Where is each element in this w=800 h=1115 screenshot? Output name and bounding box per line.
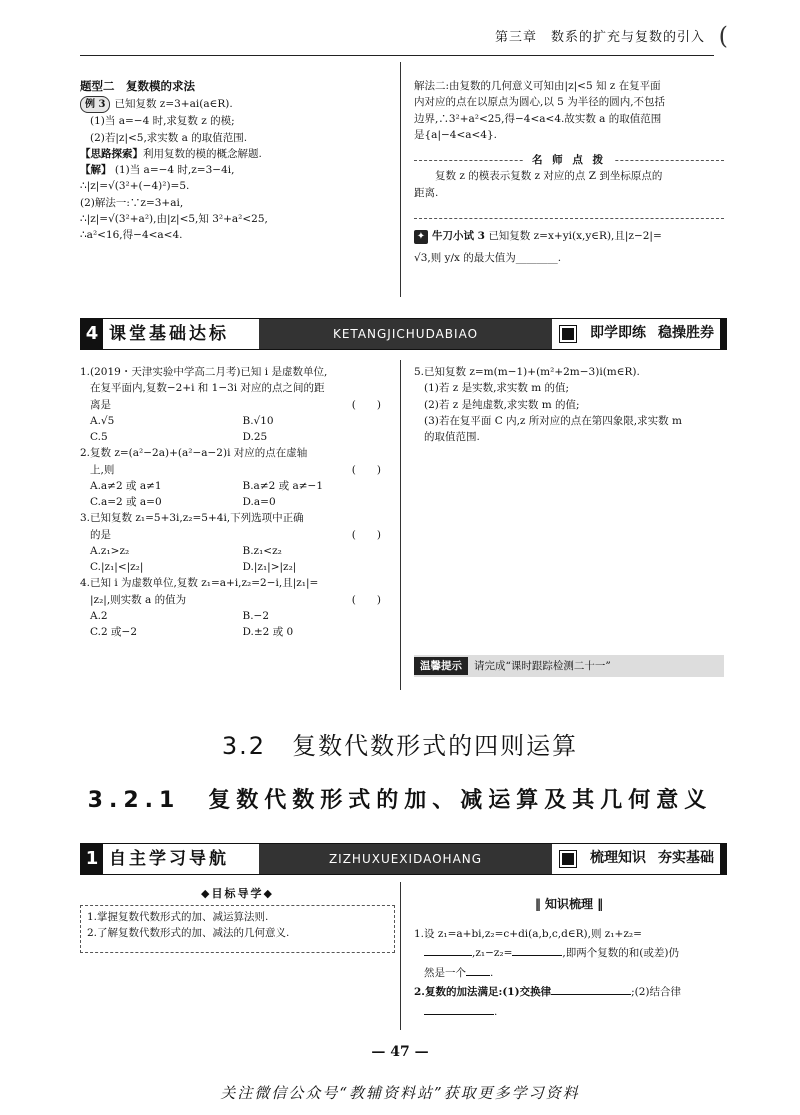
goals-heading: ◆目标导学◆ bbox=[201, 887, 274, 900]
solution-line: ∴|z|=√(3²+(−4)²)=5. bbox=[80, 180, 190, 193]
answer-paren: ( ) bbox=[351, 398, 381, 411]
solution-line: (1)当 a=−4 时,z=3−4i, bbox=[114, 164, 235, 177]
option: C.a=2 或 a=0 bbox=[90, 496, 162, 509]
knowledge-text: . bbox=[490, 966, 494, 979]
section-heading: 3.2 复数代数形式的四则运算 bbox=[221, 732, 579, 760]
knowledge-content bbox=[414, 925, 724, 1022]
answer-paren: ( ) bbox=[351, 463, 381, 476]
q5-line: (3)若在复平面 C 内,z 所对应的点在第四象限,求实数 m bbox=[424, 414, 682, 427]
option: B.√10 bbox=[242, 414, 274, 427]
example-q2: (2)若|z|<5,求实数 a 的取值范围. bbox=[90, 131, 248, 144]
left-top-column bbox=[80, 78, 395, 243]
tip-label: 温馨提示 bbox=[414, 657, 468, 675]
banner-slogan: 即学即练 bbox=[590, 325, 646, 342]
banner-slogan: 梳理知识 bbox=[590, 850, 646, 867]
option: A.a≠2 或 a≠1 bbox=[90, 479, 162, 492]
q1-line: 离是 bbox=[90, 398, 111, 411]
q1-line: 1.(2019・天津实验中学高二月考)已知 i 是虚数单位, bbox=[80, 366, 328, 378]
method2-line: 是{a|−4<a<4}. bbox=[414, 128, 498, 141]
q3-line: 的是 bbox=[90, 528, 111, 541]
banner-slogan: 夯实基础 bbox=[658, 850, 714, 867]
exercises-right bbox=[414, 364, 724, 445]
banner-self-study bbox=[80, 843, 727, 875]
header-curve-ornament: ( bbox=[718, 22, 728, 50]
q3-line: 3.已知复数 z₁=5+3i,z₂=5+4i,下列选项中正确 bbox=[80, 512, 304, 525]
try-line: √3,则 y/x 的最大值为________. bbox=[414, 252, 562, 265]
q4-line: |z₂|,则实数 a 的值为 bbox=[90, 593, 187, 606]
example-tag: 例 3 bbox=[80, 96, 110, 114]
q5-line: 的取值范围. bbox=[424, 431, 480, 444]
banner-number: 4 bbox=[81, 319, 103, 349]
fill-blank bbox=[551, 994, 631, 995]
banner-end-bar bbox=[720, 319, 726, 349]
option: D.±2 或 0 bbox=[242, 626, 294, 639]
option: D.25 bbox=[242, 431, 268, 444]
solution-line: ∴|z|=√(3²+a²),由|z|<5,知 3²+a²<25, bbox=[80, 212, 268, 225]
knowledge-line bbox=[414, 925, 724, 944]
q1-line: 在复平面内,复数−2+i 和 1−3i 对应的点之间的距 bbox=[90, 382, 325, 395]
example-q1: (1)当 a=−4 时,求复数 z 的模; bbox=[90, 115, 235, 128]
answer-paren: ( ) bbox=[351, 528, 381, 541]
method2-line: 边界,∴3²+a²<25,得−4<a<4.故实数 a 的取值范围 bbox=[414, 112, 662, 125]
note-line: 距离. bbox=[414, 186, 439, 199]
section-title: 题型二 复数模的求法 bbox=[80, 79, 195, 93]
option: B.−2 bbox=[242, 609, 270, 622]
tip-text: 请完成“课时跟踪检测二十一” bbox=[474, 659, 611, 672]
q2-line: 上,则 bbox=[90, 463, 115, 476]
example-text: 已知复数 z=3+ai(a∈R). bbox=[114, 97, 233, 110]
knife-icon: ✦ bbox=[414, 230, 428, 244]
option: D.|z₁|>|z₂| bbox=[242, 561, 297, 574]
knowledge-heading: ‖ 知识梳理 ‖ bbox=[534, 897, 604, 911]
option: C.5 bbox=[90, 431, 108, 444]
banner-number: 1 bbox=[81, 844, 103, 874]
banner-end-bar bbox=[720, 844, 726, 874]
option: C.2 或−2 bbox=[90, 626, 137, 639]
try-divider bbox=[414, 218, 724, 219]
hint-label: 【思路探索】 bbox=[80, 147, 143, 160]
q5-line: (2)若 z 是纯虚数,求实数 m 的值; bbox=[424, 398, 580, 411]
goal-item: 2.了解复数代数形式的加、减法的几何意义. bbox=[87, 927, 290, 940]
banner-square-icon bbox=[560, 851, 576, 867]
page-number: — 47 — bbox=[371, 1044, 429, 1060]
column-divider-bottom bbox=[400, 882, 401, 1030]
banner-slogan: 稳操胜券 bbox=[658, 325, 714, 342]
option: C.|z₁|<|z₂| bbox=[90, 561, 144, 574]
subsection-heading: 3.2.1 复数代数形式的加、减运算及其几何意义 bbox=[87, 788, 713, 813]
header-divider bbox=[80, 55, 714, 56]
method2-line: 内对应的点在以原点为圆心,以 5 为半径的圆内,不包括 bbox=[414, 96, 666, 109]
fill-blank bbox=[512, 955, 562, 956]
note-title: 名 师 点 拨 bbox=[524, 154, 614, 166]
fill-blank bbox=[424, 955, 472, 956]
banner-square-icon bbox=[560, 326, 576, 342]
column-divider-mid bbox=[400, 360, 401, 690]
knowledge-text: . bbox=[494, 1005, 498, 1018]
knowledge-text: 然是一个 bbox=[424, 966, 466, 979]
answer-paren: ( ) bbox=[351, 593, 381, 606]
goal-item: 1.掌握复数代数形式的加、减运算法则. bbox=[87, 911, 269, 923]
q5-line: (1)若 z 是实数,求实数 m 的值; bbox=[424, 382, 570, 395]
teacher-note bbox=[414, 152, 724, 201]
warm-tip bbox=[414, 655, 724, 677]
q5-line: 5.已知复数 z=m(m−1)+(m²+2m−3)i(m∈R). bbox=[414, 366, 640, 378]
try-label: 牛刀小试 3 bbox=[432, 230, 485, 242]
option: D.a=0 bbox=[242, 496, 276, 509]
chapter-header: 第三章 数系的扩充与复数的引入 bbox=[494, 30, 705, 45]
goals-box bbox=[80, 905, 395, 953]
hint-text: 利用复数的模的概念解题. bbox=[143, 147, 262, 160]
fill-blank bbox=[424, 1014, 494, 1015]
knowledge-text: ;(2)结合律 bbox=[631, 986, 682, 999]
footer-watermark: 关注微信公众号“教辅资料站”获取更多学习资料 bbox=[220, 1084, 580, 1102]
solution-label: 【解】 bbox=[80, 164, 112, 177]
banner-title: 自主学习导航 bbox=[109, 848, 229, 869]
banner-title: 课堂基础达标 bbox=[109, 323, 229, 344]
column-divider-top bbox=[400, 62, 401, 297]
fill-blank bbox=[466, 975, 490, 976]
option: B.a≠2 或 a≠−1 bbox=[242, 479, 324, 492]
banner-pinyin: ZIZHUXUEXIDAOHANG bbox=[259, 844, 552, 874]
banner-classroom bbox=[80, 318, 727, 350]
right-top-column bbox=[414, 78, 724, 143]
knowledge-text: 2.复数的加法满足:(1)交换律 bbox=[414, 986, 552, 999]
q2-line: 2.复数 z=(a²−2a)+(a²−a−2)i 对应的点在虚轴 bbox=[80, 447, 308, 460]
exercises-left bbox=[80, 364, 395, 641]
knowledge-text: ,z₁−z₂= bbox=[472, 947, 513, 960]
method2-line: 解法二:由复数的几何意义可知由|z|<5 知 z 在复平面 bbox=[414, 80, 661, 92]
banner-pinyin: KETANGJICHUDABIAO bbox=[259, 319, 552, 349]
solution-line: (2)解法一:∵z=3+ai, bbox=[80, 196, 184, 209]
option: A.2 bbox=[90, 609, 108, 622]
try-line: 已知复数 z=x+yi(x,y∈R),且|z−2|= bbox=[488, 230, 662, 242]
quick-try bbox=[414, 228, 724, 267]
knowledge-text: ,即两个复数的和(或差)仍 bbox=[562, 947, 679, 960]
option: A.z₁>z₂ bbox=[90, 544, 130, 557]
solution-line: ∴a²<16,得−4<a<4. bbox=[80, 229, 183, 242]
note-line: 复数 z 的模表示复数 z 对应的点 Z 到坐标原点的 bbox=[435, 170, 663, 183]
option: A.√5 bbox=[90, 414, 115, 427]
q4-line: 4.已知 i 为虚数单位,复数 z₁=a+i,z₂=2−i,且|z₁|= bbox=[80, 577, 319, 590]
option: B.z₁<z₂ bbox=[242, 544, 282, 557]
knowledge-text: 1.设 z₁=a+bi,z₂=c+di(a,b,c,d∈R),则 z₁+z₂= bbox=[414, 928, 642, 940]
